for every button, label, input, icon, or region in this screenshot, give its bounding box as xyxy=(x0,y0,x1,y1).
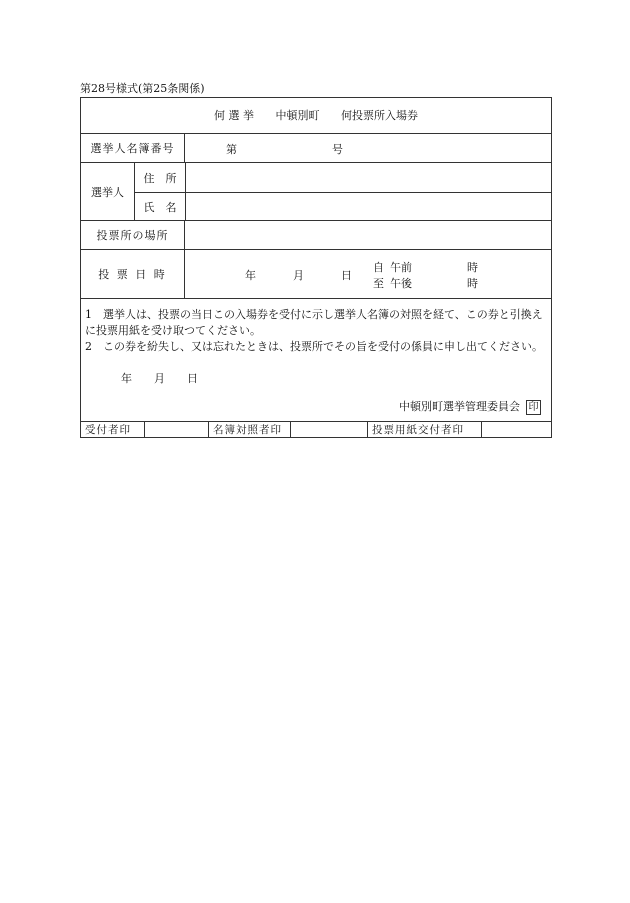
day-unit: 日 xyxy=(341,269,352,282)
to-hour-unit: 時 xyxy=(467,277,478,290)
name-field xyxy=(185,192,551,221)
month-unit: 月 xyxy=(293,269,304,282)
ticket-name: 何投票所入場券 xyxy=(341,109,418,122)
address-field xyxy=(185,163,551,192)
name-label: 氏 名 xyxy=(143,200,177,214)
address-label: 住 所 xyxy=(143,171,177,185)
ticket-title xyxy=(81,98,551,134)
voting-datetime-row xyxy=(81,250,551,299)
pm-label: 午後 xyxy=(390,277,412,290)
town-name: 中頓別町 xyxy=(275,109,320,122)
register-number-field xyxy=(184,134,551,162)
ballot-issue-stamp-label: 投票用紙交付者印 xyxy=(367,422,481,437)
polling-place-field xyxy=(184,221,551,249)
reception-stamp-label: 受付者印 xyxy=(85,424,131,436)
seal-stamp-icon: 印 xyxy=(526,400,541,415)
form-number-label: 第28号様式(第25条関係) xyxy=(80,82,205,95)
voter-section xyxy=(81,163,551,221)
register-number-label: 選挙人名簿番号 xyxy=(90,142,175,155)
committee-name: 中頓別町選挙管理委員会 xyxy=(399,400,520,413)
register-check-stamp-label: 名簿対照者印 xyxy=(208,422,290,437)
issue-date: 年 月 日 xyxy=(121,372,198,385)
polling-place-label: 投票所の場所 xyxy=(96,229,169,242)
reception-stamp-box xyxy=(144,422,208,437)
voting-admission-ticket xyxy=(80,97,552,438)
ballot-issue-stamp-box xyxy=(481,422,551,437)
from-hour-unit: 時 xyxy=(467,261,478,274)
voting-datetime-field xyxy=(184,250,551,298)
from-mark: 自 xyxy=(373,261,384,274)
voter-label: 選挙人 xyxy=(91,185,124,199)
year-unit: 年 xyxy=(245,269,256,282)
register-prefix: 第 xyxy=(226,143,237,156)
voting-datetime-label: 投 票 日 時 xyxy=(98,268,167,281)
register-number-row xyxy=(81,134,551,163)
polling-place-row xyxy=(81,221,551,250)
notes-section xyxy=(81,299,551,422)
am-label: 午前 xyxy=(390,261,412,274)
committee-signature xyxy=(85,399,547,415)
stamp-row xyxy=(81,422,551,437)
register-check-stamp-box xyxy=(290,422,367,437)
note-1: 1 選挙人は、投票の当日この入場券を受付に示し選挙人名簿の対照を経て、この券と引換えに投票用紙を受け取つてください。 xyxy=(85,308,543,337)
register-suffix: 号 xyxy=(332,143,343,156)
to-mark: 至 xyxy=(373,277,384,290)
election-name: 何 選 挙 xyxy=(214,109,254,122)
note-2: 2 この券を紛失し、又は忘れたときは、投票所でその旨を受付の係員に申し出てください。 xyxy=(85,340,543,353)
